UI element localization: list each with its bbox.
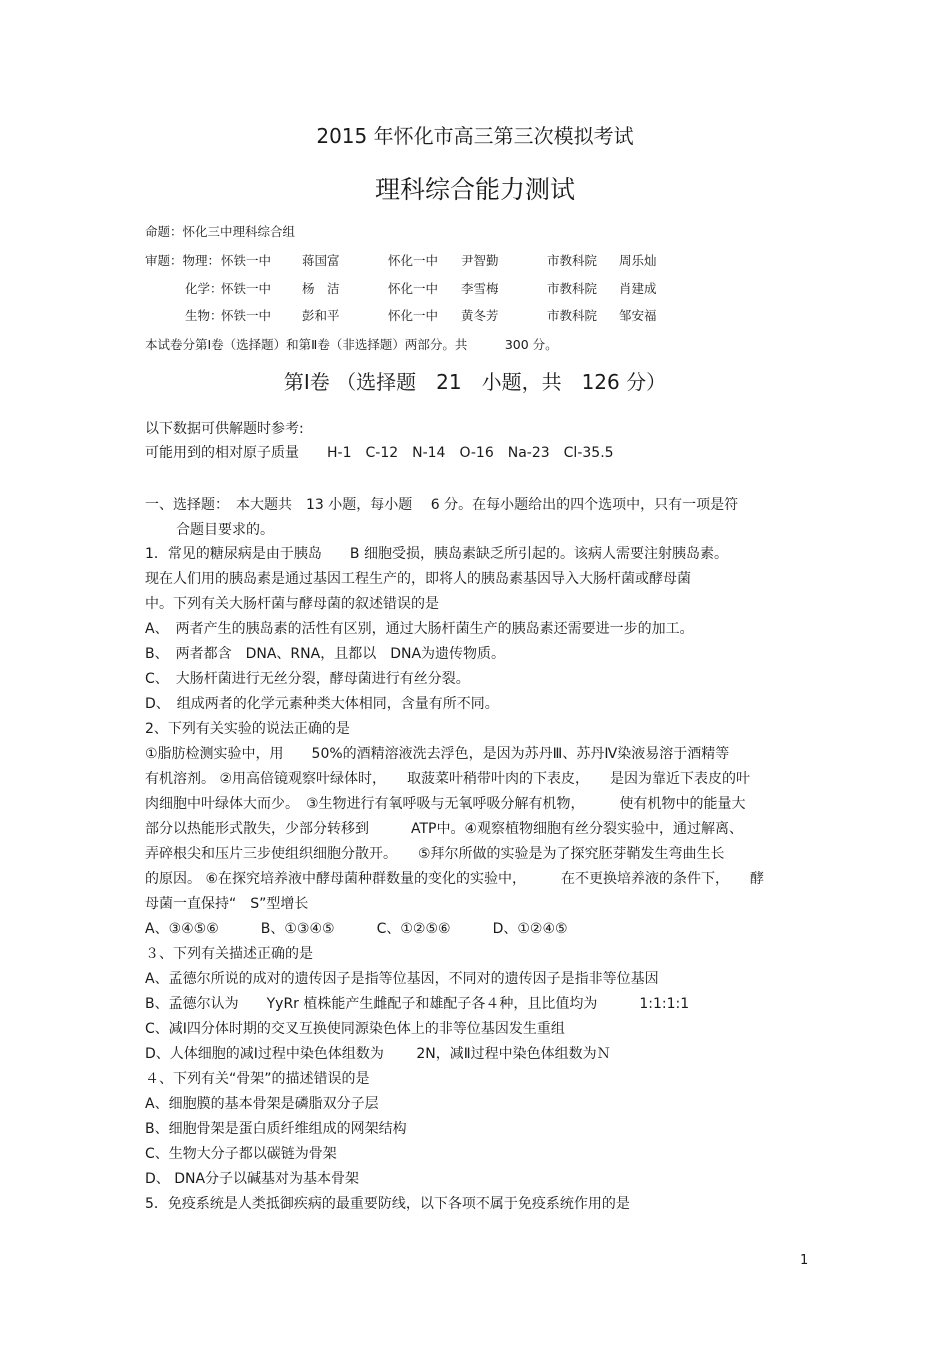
option-line: A、③④⑤⑥ B、①③④⑤ C、①②⑤⑥ D、①②④⑤ — [145, 921, 568, 937]
reviewer-school: 怀铁一中 — [221, 308, 272, 323]
question-line: ４、下列有关“骨架”的描述错误的是 — [145, 1071, 370, 1087]
instructions-line: 合题目要求的。 — [176, 522, 274, 538]
reviewer-school: 市教科院 — [547, 253, 598, 268]
reviewer-school: 市教科院 — [547, 281, 598, 296]
option-line: A、细胞膜的基本骨架是磷脂双分子层 — [145, 1096, 379, 1112]
reviewer-prefix: 化学： — [185, 281, 223, 296]
reviewer-name: 李雪梅 — [461, 281, 499, 296]
exam-title: 2015 年怀化市高三第三次模拟考试 — [316, 124, 634, 148]
option-line: B、 两者都含 DNA、RNA，且都以 DNA为遗传物质。 — [145, 646, 506, 662]
question-line: 2、下列有关实验的说法正确的是 — [145, 721, 350, 737]
option-line: C、 大肠杆菌进行无丝分裂，酵母菌进行有丝分裂。 — [145, 671, 470, 687]
option-line: D、 组成两者的化学元素种类大体相同，含量有所不同。 — [145, 696, 499, 712]
question-line: 中。下列有关大肠杆菌与酵母菌的叙述错误的是 — [145, 596, 439, 612]
question-line: 肉细胞中叶绿体大而少。 ③生物进行有氧呼吸与无氧呼吸分解有机物， 使有机物中的能量大 — [145, 796, 746, 812]
question-line: ３、下列有关描述正确的是 — [145, 946, 313, 962]
question-line: 现在人们用的胰岛素是通过基因工程生产的，即将人的胰岛素基因导入大肠杆菌或酵母菌 — [145, 571, 691, 587]
reviewer-name: 邹安福 — [619, 308, 657, 323]
option-line: B、孟德尔认为 YyRr 植株能产生雌配子和雄配子各４种，且比值均为 1:1:1:1 — [145, 996, 690, 1012]
reviewer-name: 尹智勤 — [461, 253, 499, 268]
reviewer-school: 市教科院 — [547, 308, 598, 323]
question-line: 1．常见的糖尿病是由于胰岛 B 细胞受损，胰岛素缺乏所引起的。该病人需要注射胰岛素。 — [145, 546, 728, 562]
author-line: 命题：怀化三中理科综合组 — [145, 224, 296, 239]
reviewer-school: 怀化一中 — [388, 281, 439, 296]
reviewer-name: 杨 洁 — [302, 281, 340, 296]
option-line: C、减Ⅰ四分体时期的交叉互换使同源染色体上的非等位基因发生重组 — [145, 1021, 565, 1037]
section-title: 第Ⅰ卷 （选择题 21 小题，共 126 分） — [283, 370, 667, 394]
reference-intro: 以下数据可供解题时参考: — [145, 421, 304, 437]
question-line: 的原因。 ⑥在探究培养液中酵母菌种群数量的变化的实验中， 在不更换培养液的条件下， 酵 — [145, 871, 764, 887]
reviewer-prefix: 生物： — [185, 308, 223, 323]
reviewer-name: 蒋国富 — [302, 253, 340, 268]
question-line: 有机溶剂。 ②用高倍镜观察叶绿体时， 取菠菜叶稍带叶肉的下表皮， 是因为靠近下表皮的叶 — [145, 771, 750, 787]
reviewer-name: 肖建成 — [619, 281, 657, 296]
question-line: 部分以热能形式散失，少部分转移到 ATP中。④观察植物细胞有丝分裂实验中，通过解离、 — [145, 821, 744, 837]
paper-note: 本试卷分第Ⅰ卷（选择题）和第Ⅱ卷（非选择题）两部分。共 300 分。 — [145, 337, 558, 352]
reviewer-school: 怀铁一中 — [221, 253, 272, 268]
reviewer-school: 怀化一中 — [388, 253, 439, 268]
option-line: B、细胞骨架是蛋白质纤维组成的网架结构 — [145, 1121, 407, 1137]
reviewer-school: 怀铁一中 — [221, 281, 272, 296]
option-line: A、 两者产生的胰岛素的活性有区别，通过大肠杆菌生产的胰岛素还需要进一步的加工。 — [145, 621, 694, 637]
reviewer-name: 周乐灿 — [619, 253, 657, 268]
option-line: C、生物大分子都以碳链为骨架 — [145, 1146, 337, 1162]
exam-subtitle: 理科综合能力测试 — [374, 175, 575, 204]
reviewer-name: 黄冬芳 — [461, 308, 499, 323]
reviewer-name: 彭和平 — [302, 308, 340, 323]
option-line: D、人体细胞的减Ⅰ过程中染色体组数为 2N，减Ⅱ过程中染色体组数为Ｎ — [145, 1046, 611, 1062]
reviewer-school: 怀化一中 — [388, 308, 439, 323]
question-line: 母菌一直保持“ S”型增长 — [145, 896, 309, 912]
option-line: D、 DNA分子以碱基对为基本骨架 — [145, 1171, 360, 1187]
page-number: 1 — [800, 1253, 809, 1268]
question-line: 弄碎根尖和压片三步使组织细胞分散开。 ⑤拜尔所做的实验是为了探究胚芽鞘发生弯曲生长 — [145, 846, 725, 862]
atomic-masses: 可能用到的相对原子质量 H-1 C-12 N-14 O-16 Na-23 Cl-35.5 — [145, 445, 614, 461]
question-line: ①脂肪检测实验中，用 50%的酒精溶液洗去浮色，是因为苏丹Ⅲ、苏丹Ⅳ染液易溶于酒精等 — [145, 746, 730, 762]
instructions-line: 一、选择题： 本大题共 13 小题，每小题 6 分。在每小题给出的四个选项中，只有一项是符 — [145, 497, 739, 513]
option-line: A、孟德尔所说的成对的遗传因子是指等位基因，不同对的遗传因子是指非等位基因 — [145, 971, 659, 987]
reviewer-prefix: 审题：物理： — [145, 253, 221, 268]
question-line: 5．免疫系统是人类抵御疾病的最重要防线，以下各项不属于免疫系统作用的是 — [145, 1196, 630, 1212]
